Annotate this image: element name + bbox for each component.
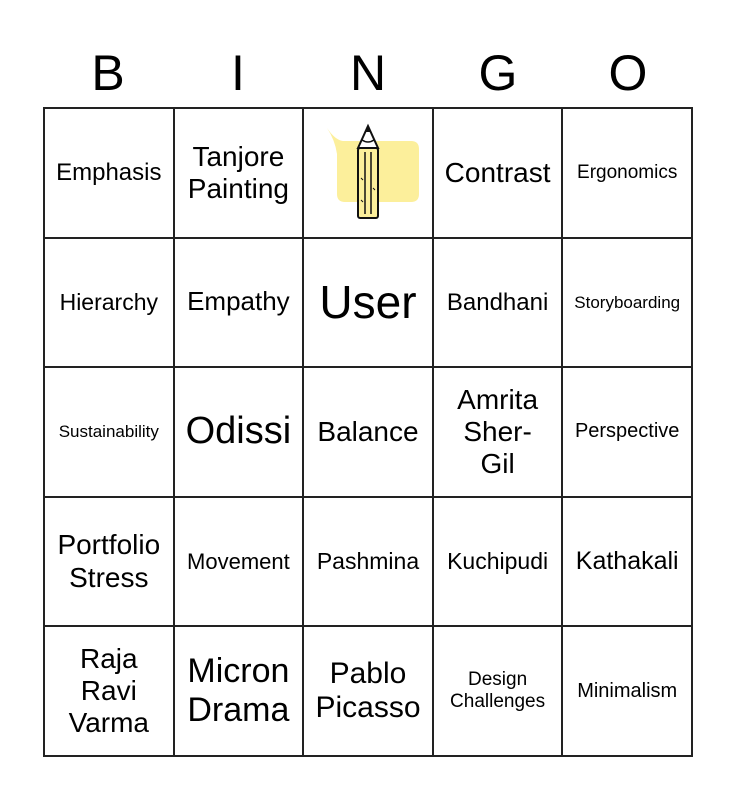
cell-text: Contrast xyxy=(444,156,551,188)
bingo-cell[interactable] xyxy=(434,498,564,628)
cell-text: Emphasis xyxy=(56,159,162,186)
cell-text: Bandhani xyxy=(446,288,549,316)
cell-text: Storyboarding xyxy=(574,292,681,312)
bingo-cell[interactable] xyxy=(304,498,434,628)
bingo-cell[interactable] xyxy=(175,368,305,498)
cell-text: Perspective xyxy=(574,420,680,443)
cell-text: Balance xyxy=(317,415,419,447)
bingo-cell[interactable] xyxy=(175,239,305,369)
bingo-cell[interactable] xyxy=(45,368,175,498)
bingo-cell[interactable] xyxy=(304,368,434,498)
cell-text: Tanjore Painting xyxy=(187,140,289,204)
cell-text: Portfolio Stress xyxy=(57,529,161,593)
cell-text: Kuchipudi xyxy=(447,548,549,575)
cell-text: Raja Ravi Varma xyxy=(68,642,149,739)
cell-text: Micron Drama xyxy=(187,652,290,730)
bingo-cell[interactable] xyxy=(45,239,175,369)
bingo-card-grid xyxy=(43,107,693,757)
cell-text: Ergonomics xyxy=(577,161,678,183)
bingo-cell[interactable] xyxy=(304,239,434,369)
bingo-cell[interactable] xyxy=(563,109,693,239)
cell-text: Design Challenges xyxy=(450,669,546,713)
bingo-cell[interactable] xyxy=(434,109,564,239)
bingo-cell[interactable] xyxy=(434,368,564,498)
bingo-cell[interactable] xyxy=(563,498,693,628)
header-letter-g: G xyxy=(478,45,518,101)
cell-text: Minimalism xyxy=(577,679,678,702)
bingo-cell[interactable] xyxy=(45,109,175,239)
bingo-cell[interactable] xyxy=(563,239,693,369)
pencil-icon xyxy=(313,118,423,228)
bingo-cell[interactable] xyxy=(175,627,305,757)
header-letter-n: N xyxy=(349,45,387,101)
bingo-header xyxy=(43,40,693,106)
cell-text: User xyxy=(319,275,417,328)
cell-text: Amrita Sher-Gil xyxy=(457,383,539,480)
bingo-cell[interactable] xyxy=(175,498,305,628)
cell-text: Odissi xyxy=(185,410,292,453)
cell-text: Pablo Picasso xyxy=(315,656,421,725)
bingo-cell[interactable] xyxy=(45,627,175,757)
cell-text: Empathy xyxy=(187,286,290,317)
header-letter-o: O xyxy=(608,45,648,101)
header-letter-i: I xyxy=(231,45,245,101)
bingo-cell[interactable] xyxy=(434,627,564,757)
cell-text: Movement xyxy=(187,548,290,574)
bingo-cell[interactable] xyxy=(45,498,175,628)
bingo-cell[interactable] xyxy=(563,368,693,498)
cell-text: Pashmina xyxy=(316,548,420,575)
bingo-cell[interactable] xyxy=(175,109,305,239)
bingo-cell[interactable] xyxy=(434,239,564,369)
cell-text: Hierarchy xyxy=(59,289,158,316)
bingo-cell[interactable] xyxy=(304,627,434,757)
bingo-cell[interactable] xyxy=(563,627,693,757)
header-letter-b: B xyxy=(91,45,125,101)
free-space-cell[interactable] xyxy=(304,109,434,239)
cell-text: Kathakali xyxy=(575,547,679,576)
cell-text: Sustainability xyxy=(58,422,159,442)
